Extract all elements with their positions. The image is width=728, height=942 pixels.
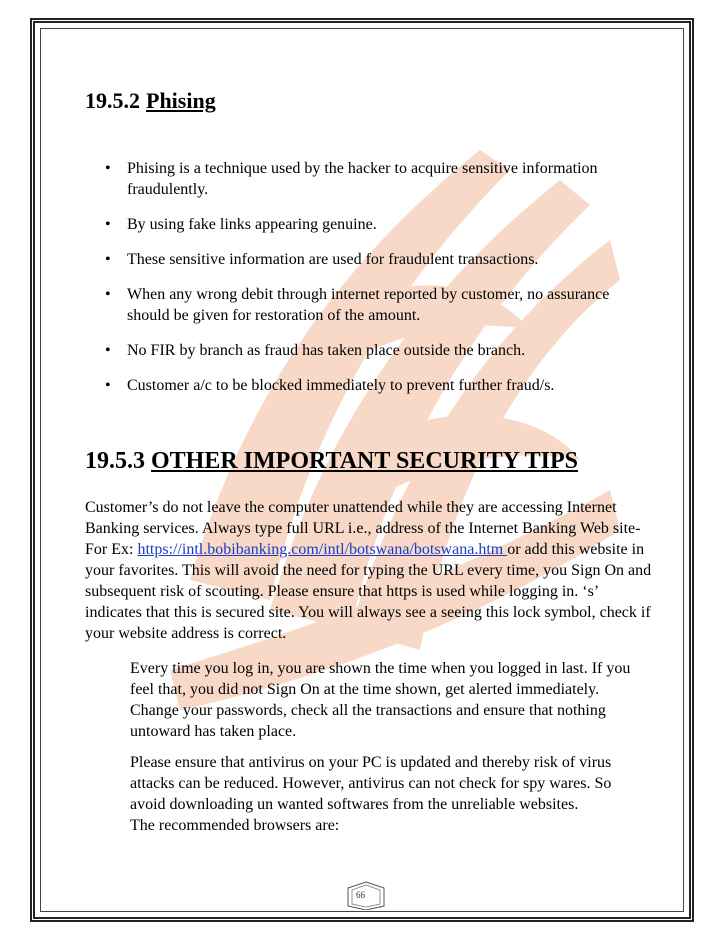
security-paragraph-2: Every time you log in, you are shown the time when you logged in last. If you feel that, you did not Sign On at the time shown, get alerted immediately. Change your passwords, check all the transactions and ensure that nothing untoward has taken place. (130, 660, 631, 740)
section-title: Phising (146, 88, 216, 113)
security-paragraph-1 (85, 497, 653, 644)
security-paragraph-3: Please ensure that antivirus on your PC is updated and thereby risk of virus attacks can be reduced. However, antivirus can not check for spy wares. So avoid downloading un wanted softwares from the unreliable websites. (130, 754, 612, 813)
page-number: 66 (356, 890, 365, 900)
paragraph-text: or add this website in your favorites. This will avoid the need for typing the URL every time, you Sign On and subsequent risk of scouting. Please ensure that https is used while logging in. ‘s’ indicates that this is secured site. You will always see a seeing this lock symbol, check if your website address is correct. (85, 541, 652, 642)
list-item: • No FIR by branch as fraud has taken place outside the branch. (105, 340, 645, 361)
security-paragraph-4: The recommended browsers are: (130, 817, 340, 834)
section-number: 19.5.3 (85, 448, 145, 474)
phising-bullet-list (105, 158, 645, 410)
list-item: • These sensitive information are used for fraudulent transactions. (105, 249, 645, 270)
paragraph-text: Customer’s do not leave the computer unattended while they are accessing Internet Banking services. Always type full URL i.e., address of the Internet Banking Web site- For Ex: (85, 499, 641, 558)
list-item: • By using fake links appearing genuine. (105, 214, 645, 235)
page-number-badge-icon (344, 880, 388, 910)
list-item: • Phising is a technique used by the hacker to acquire sensitive information fraudulently. (105, 158, 645, 200)
section-title: OTHER IMPORTANT SECURITY TIPS (151, 448, 579, 474)
section-number: 19.5.2 (85, 88, 140, 113)
section-heading-phising (85, 88, 216, 114)
section-heading-security-tips (85, 448, 578, 475)
list-item: • Customer a/c to be blocked immediately to prevent further fraud/s. (105, 375, 645, 396)
list-item: • When any wrong debit through internet reported by customer, no assurance should be given for restoration of the amount. (105, 284, 645, 326)
bank-url-link[interactable]: https://intl.bobibanking.com/intl/botswana/botswana.htm (137, 541, 508, 558)
